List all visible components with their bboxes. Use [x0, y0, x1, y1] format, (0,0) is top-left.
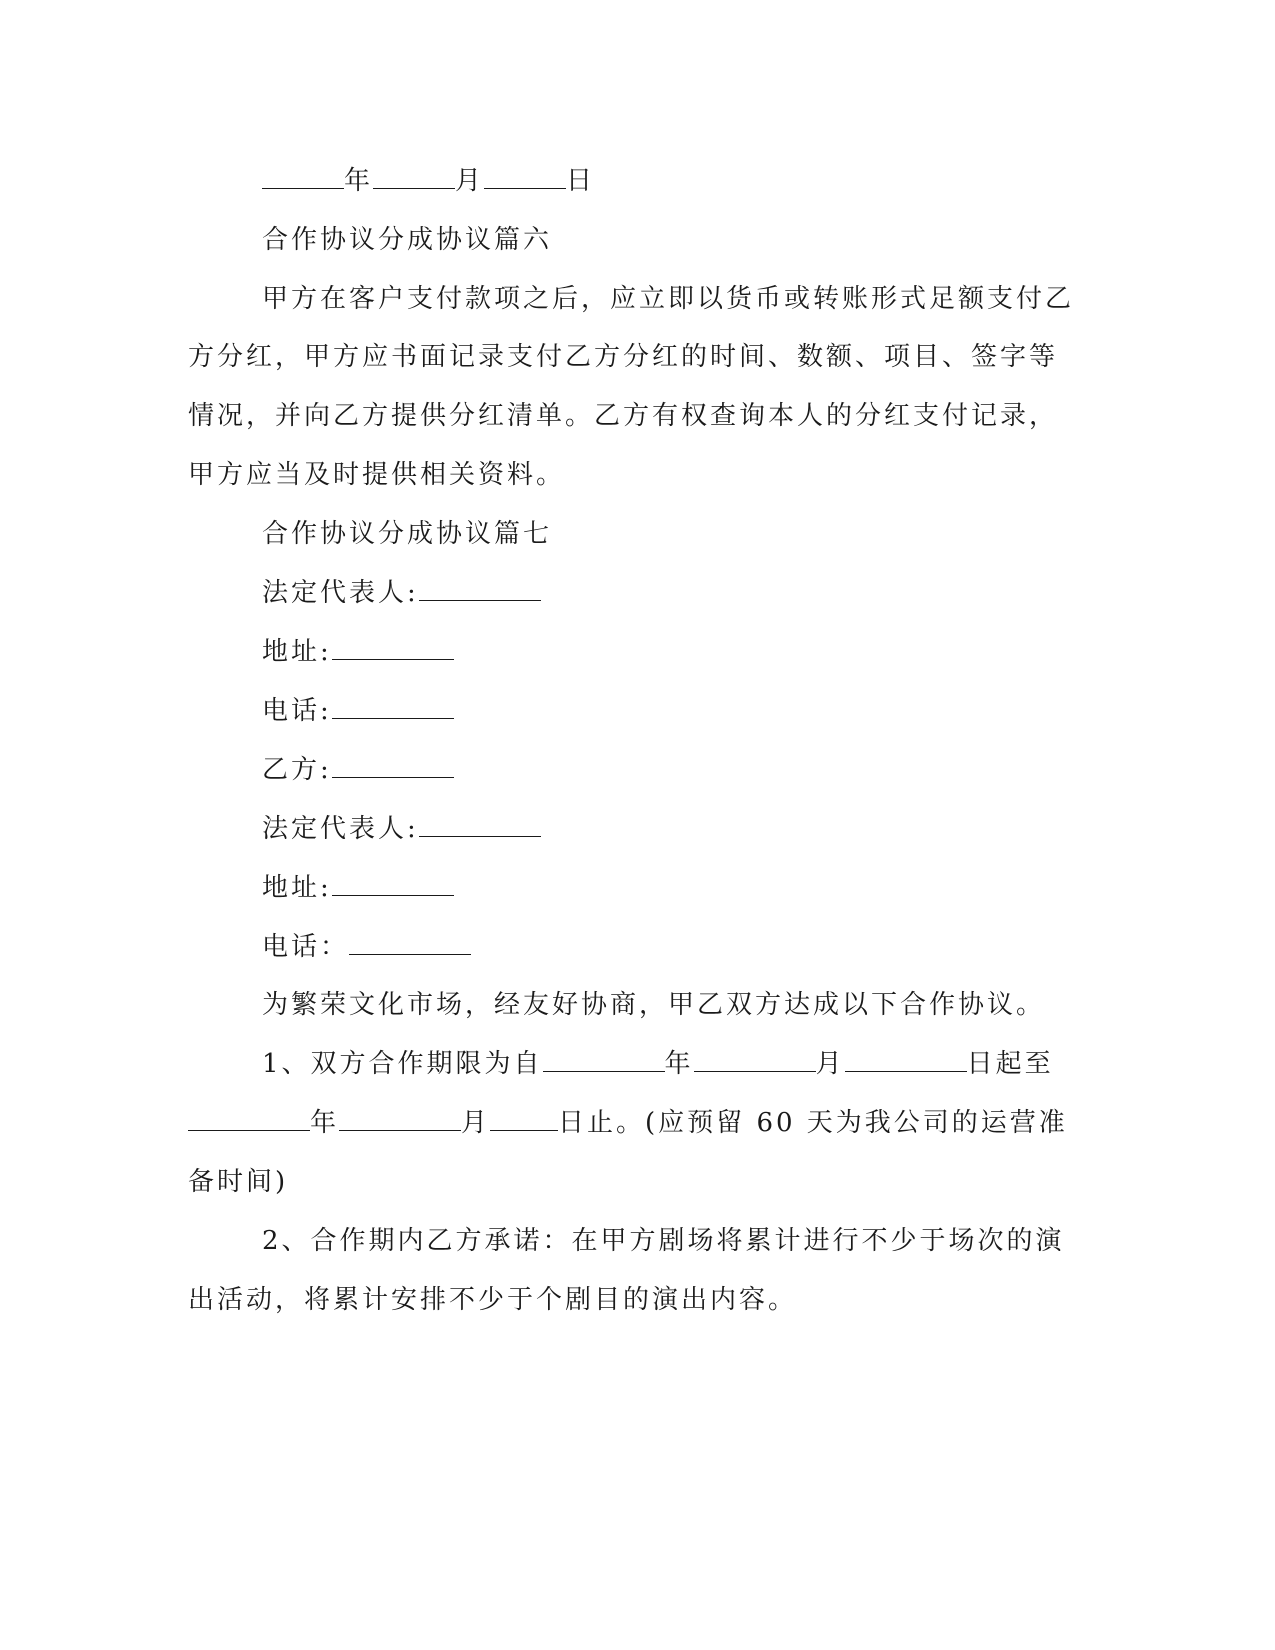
clause-2-line: 2、合作期内乙方承诺：在甲方剧场将累计进行不少于场次的演: [262, 1226, 1065, 1256]
clause-1-line: [188, 1106, 1068, 1140]
party-b-address-field: [262, 871, 454, 905]
party-a-phone-field: [262, 694, 454, 728]
intro-sentence: 为繁荣文化市场，经友好协商，甲乙双方达成以下合作协议。: [262, 990, 1046, 1020]
day-label: 日: [566, 166, 596, 196]
field-label: 法定代表人:: [262, 578, 419, 608]
year-label: 年: [344, 166, 374, 196]
field-blank: [349, 932, 471, 955]
field-label: 地址:: [262, 637, 332, 667]
paragraph-line: 甲方应当及时提供相关资料。: [188, 460, 566, 490]
day-blank: [484, 166, 566, 189]
clause-text: 年: [664, 1049, 694, 1079]
field-blank: [332, 873, 454, 896]
month-blank: [373, 166, 455, 189]
paragraph-line: 方分红，甲方应书面记录支付乙方分红的时间、数额、项目、签字等: [188, 342, 1059, 372]
clause-text: 日起至: [966, 1049, 1054, 1079]
field-blank: [188, 1108, 310, 1131]
field-blank: [332, 755, 454, 778]
field-blank: [332, 637, 454, 660]
paragraph-line: 情况，并向乙方提供分红清单。乙方有权查询本人的分红支付记录，: [188, 401, 1059, 431]
clause-text: 月: [815, 1049, 845, 1079]
field-blank: [490, 1108, 558, 1131]
field-blank: [339, 1108, 461, 1131]
party-a-address-field: [262, 635, 454, 669]
party-b-name-field: [262, 753, 454, 787]
field-label: 法定代表人:: [262, 814, 419, 844]
heading-section-7: 合作协议分成协议篇七: [262, 519, 553, 549]
clause-1-line: 备时间): [188, 1167, 289, 1197]
month-label: 月: [455, 166, 485, 196]
party-a-rep-field: [262, 576, 541, 610]
field-blank: [332, 696, 454, 719]
clause-text: 月: [461, 1108, 491, 1138]
clause-text: 日止。(应预留 60 天为我公司的运营准: [558, 1108, 1068, 1138]
field-blank: [694, 1049, 816, 1072]
date-line: [262, 164, 595, 198]
party-b-phone-field: [262, 930, 471, 964]
heading-section-6: 合作协议分成协议篇六: [262, 225, 553, 255]
paragraph-line: 甲方在客户支付款项之后，应立即以货币或转账形式足额支付乙: [262, 284, 1075, 314]
clause-text: 年: [310, 1108, 340, 1138]
field-blank: [845, 1049, 967, 1072]
field-label: 电话:: [262, 696, 332, 726]
year-blank: [262, 166, 344, 189]
field-blank: [543, 1049, 665, 1072]
field-label: 地址:: [262, 873, 332, 903]
field-blank: [419, 578, 541, 601]
party-b-rep-field: [262, 812, 541, 846]
clause-2-line: 出活动，将累计安排不少于个剧目的演出内容。: [188, 1285, 798, 1315]
clause-1-line: [262, 1047, 1054, 1081]
field-blank: [419, 814, 541, 837]
clause-text: 1、双方合作期限为自: [262, 1049, 543, 1079]
field-label: 乙方:: [262, 755, 332, 785]
field-label: 电话：: [262, 932, 350, 962]
